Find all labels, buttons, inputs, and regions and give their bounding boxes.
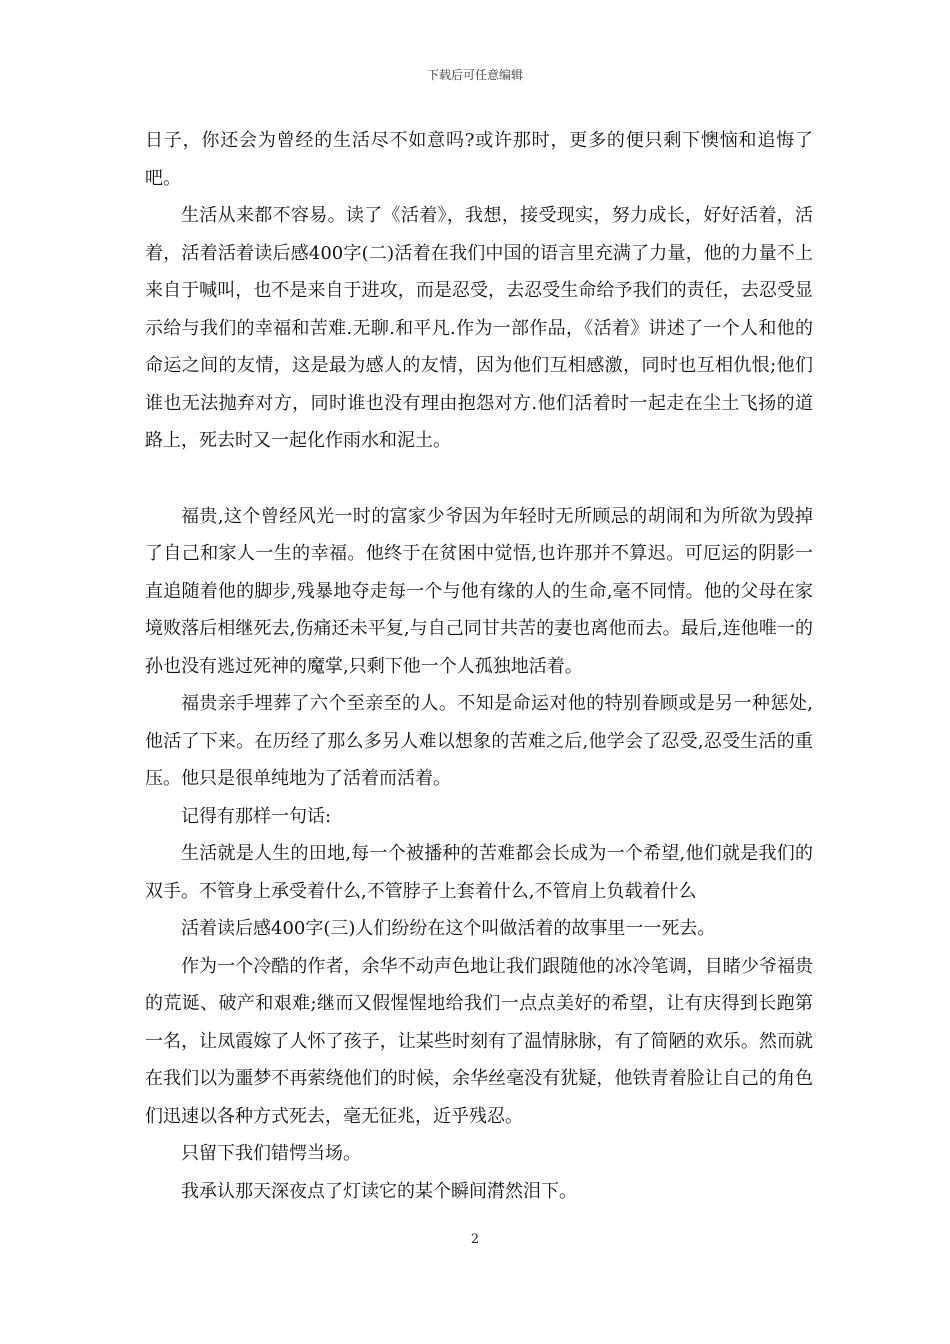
paragraph-8: 作为一个冷酷的作者，余华不动声色地让我们跟随他的冰冷笔调，目睹少爷福贵的荒诞、破产和艰难;继而又假惺惺地给我们一点点美好的希望，让有庆得到长跑第一名，让凤霞嫁了人怀了孩子，让某些时刻有了温情脉脉，有了简陋的欢乐。然而就在我们以为噩梦不再萦绕他们的时候，余华丝毫没有犹疑，他铁青着脸让自己的角色们迅速以各种方式死去，毫无征兆，近乎残忍。: [145, 955, 813, 1127]
paragraph-7: 活着读后感400字(三)人们纷纷在这个叫做活着的故事里一一死去。: [181, 918, 716, 939]
paragraph-1: 日子，你还会为曾经的生活尽不如意吗?或许那时，更多的便只剩下懊恼和追悔了吧。: [145, 130, 813, 189]
paragraph-2: 生活从来都不容易。读了《活着》，我想，接受现实，努力成长，好好活着，活着，活着活着读后感400字(二)活着在我们中国的语言里充满了力量，他的力量不上来自于喊叫，也不是来自于进攻，而是忍受，去忍受生命给予我们的责任，去忍受显示给与我们的幸福和苦难.无聊.和平凡.作为一部作品，《活着》讲述了一个人和他的命运之间的友情，这是最为感人的友情，因为他们互相感激，同时也互相仇恨;他们谁也无法抛弃对方，同时谁也没有理由抱怨对方.他们活着时一起走在尘土飞扬的道路上，死去时又一起化作雨水和泥土。: [145, 205, 813, 451]
paragraph-6: 生活就是人生的田地,每一个被播种的苦难都会长成为一个希望,他们就是我们的双手。不管身上承受着什么,不管脖子上套着什么,不管肩上负载着什么: [145, 843, 813, 902]
paragraph-gap: [145, 460, 813, 498]
document-body: [145, 122, 813, 1210]
paragraph-4: 福贵亲手埋葬了六个至亲至的人。不知是命运对他的特别眷顾或是另一种惩处,他活了下来。在历经了那么多另人难以想象的苦难之后,他学会了忍受,忍受生活的重压。他只是很单纯地为了活着而活着。: [145, 693, 813, 789]
paragraph-9: 只留下我们错愕当场。: [181, 1143, 361, 1164]
paragraph-5: 记得有那样一句话:: [181, 805, 332, 827]
paragraph-3: 福贵,这个曾经风光一时的富家少爷因为年轻时无所顾忌的胡闹和为所欲为毁掉了自己和家人一生的幸福。他终于在贫困中觉悟,也许那并不算迟。可厄运的阴影一直追随着他的脚步,残暴地夺走每一个与他有缘的人的生命,毫不同情。他的父母在家境败落后相继死去,伤痛还未平复,与自己同甘共苦的妻也离他而去。最后,连他唯一的孙也没有逃过死神的魔掌,只剩下他一个人孤独地活着。: [145, 505, 813, 677]
page-header: 下载后可任意编辑: [426, 68, 523, 82]
page-number: 2: [470, 1232, 480, 1247]
paragraph-10: 我承认那天深夜点了灯读它的某个瞬间潸然泪下。: [181, 1180, 577, 1202]
